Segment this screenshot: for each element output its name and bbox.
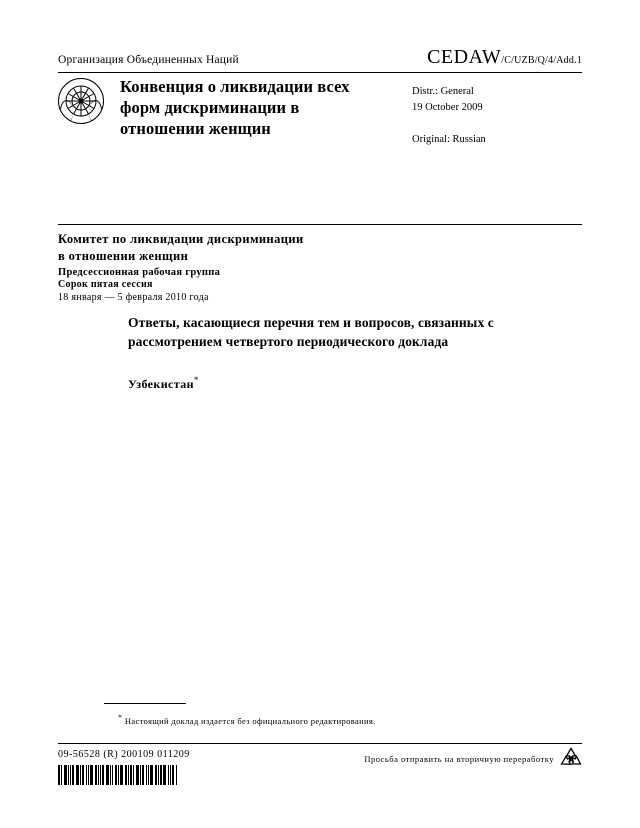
barcode <box>58 765 178 785</box>
title-container <box>120 72 406 147</box>
convention-title: Конвенция о ликвидации всех форм дискриминации в отношении женщин <box>120 77 350 139</box>
footnote <box>118 713 376 726</box>
title-block <box>58 72 582 147</box>
un-emblem-icon <box>58 78 104 124</box>
country-label: Узбекистан <box>128 377 194 391</box>
emblem-container <box>58 72 120 147</box>
footer-divider <box>58 743 582 744</box>
footnote-divider <box>104 703 186 704</box>
document-header <box>58 46 582 73</box>
document-symbol-suffix: /C/UZB/Q/4/Add.1 <box>501 55 582 66</box>
document-symbol <box>427 46 582 69</box>
main-heading-block <box>128 313 528 351</box>
working-group: Предсессионная рабочая группа <box>58 266 221 278</box>
footnote-marker: * <box>118 713 123 722</box>
distribution-date: 19 October 2009 <box>412 101 483 113</box>
job-number: 09-56528 (R) 200109 011209 <box>58 749 190 760</box>
document-symbol-main: CEDAW <box>427 46 502 68</box>
organization-name: Организация Объединенных Наций <box>58 54 239 66</box>
country-name <box>128 375 199 392</box>
committee-block <box>58 231 488 303</box>
session-dates: 18 января — 5 февраля 2010 года <box>58 291 209 303</box>
committee-name-line2: в отношении женщин <box>58 248 189 263</box>
original-language: Original: Russian <box>412 133 486 145</box>
section-divider <box>58 224 582 225</box>
distribution-type: Distr.: General <box>412 86 474 97</box>
recycle-icon <box>558 746 584 770</box>
emblem-center <box>79 99 84 104</box>
session-number: Сорок пятая сессия <box>58 278 153 290</box>
footnote-text: Настоящий доклад издается без официального редактирования. <box>124 715 376 726</box>
page-title: Ответы, касающиеся перечня тем и вопросов, связанных с рассмотрением четвертого периодического доклада <box>128 315 494 350</box>
distribution-info <box>406 72 582 147</box>
committee-name-line1: Комитет по ликвидации дискриминации <box>58 232 304 246</box>
country-footnote-marker: * <box>193 375 199 385</box>
recycle-note: Просьба отправить на вторичную переработку <box>364 754 554 764</box>
